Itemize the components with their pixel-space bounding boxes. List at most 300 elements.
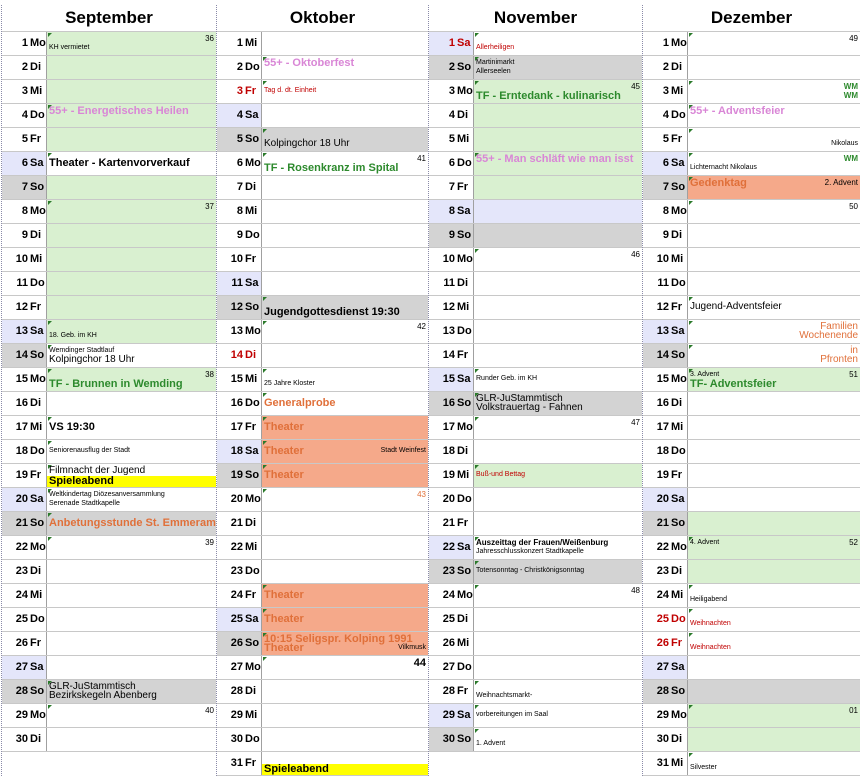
- day-number: 19: [442, 469, 455, 481]
- event-cell[interactable]: [46, 128, 216, 151]
- event-cell[interactable]: [46, 176, 216, 199]
- event-cell[interactable]: [473, 32, 642, 55]
- event-cell[interactable]: [46, 272, 216, 295]
- event-cell[interactable]: [261, 224, 428, 247]
- column-divider: [642, 5, 643, 776]
- event-cell[interactable]: [261, 704, 428, 727]
- day-row[interactable]: [217, 536, 428, 560]
- event-text: 10:15 Seligspr. Kolping 1991: [264, 633, 413, 645]
- day-row[interactable]: [429, 608, 642, 632]
- day-row[interactable]: [643, 680, 860, 704]
- day-row[interactable]: [2, 728, 216, 752]
- day-row[interactable]: [429, 680, 642, 704]
- day-row[interactable]: [643, 224, 860, 248]
- day-row[interactable]: [2, 368, 216, 392]
- event-cell[interactable]: [261, 728, 428, 751]
- event-cell[interactable]: [473, 368, 642, 391]
- day-number: 6: [236, 157, 243, 169]
- event-cell[interactable]: [687, 368, 860, 391]
- day-row[interactable]: [429, 584, 642, 608]
- event-cell[interactable]: [46, 56, 216, 79]
- day-row[interactable]: [217, 80, 428, 104]
- event-cell[interactable]: [46, 416, 216, 439]
- event-cell[interactable]: [473, 560, 642, 583]
- event-cell[interactable]: [473, 632, 642, 655]
- event-text: Auszeittag der Frauen/Weißenburg: [476, 538, 609, 547]
- day-row[interactable]: [643, 584, 860, 608]
- day-row[interactable]: [217, 200, 428, 224]
- day-row[interactable]: [643, 752, 860, 776]
- day-row[interactable]: [217, 224, 428, 248]
- event-cell[interactable]: [473, 680, 642, 703]
- day-row[interactable]: [2, 320, 216, 344]
- weekday: So: [671, 181, 686, 193]
- day-row[interactable]: [429, 272, 642, 296]
- day-row[interactable]: [217, 128, 428, 152]
- day-number: 25: [230, 613, 243, 625]
- day-row[interactable]: [217, 176, 428, 200]
- day-row[interactable]: [217, 272, 428, 296]
- day-row[interactable]: [429, 200, 642, 224]
- event-cell[interactable]: [687, 80, 860, 103]
- event-cell[interactable]: [261, 296, 428, 319]
- event-cell[interactable]: [261, 128, 428, 151]
- event-cell[interactable]: [46, 560, 216, 583]
- day-row[interactable]: [2, 416, 216, 440]
- weekday: Mo: [457, 421, 473, 433]
- event-cell[interactable]: [46, 704, 216, 727]
- day-row[interactable]: [643, 656, 860, 680]
- event-cell[interactable]: [46, 656, 216, 679]
- day-number: 16: [15, 397, 28, 409]
- event-cell[interactable]: [46, 392, 216, 415]
- event-cell[interactable]: [261, 200, 428, 223]
- day-row[interactable]: [429, 176, 642, 200]
- day-row[interactable]: [429, 488, 642, 512]
- day-row[interactable]: [2, 536, 216, 560]
- day-row[interactable]: [217, 584, 428, 608]
- event-cell[interactable]: [473, 536, 642, 559]
- event-text: WM: [843, 154, 858, 163]
- day-row[interactable]: [2, 296, 216, 320]
- event-text: Nikolaus: [831, 140, 858, 147]
- day-number: 1: [448, 37, 455, 49]
- event-cell[interactable]: [473, 488, 642, 511]
- day-row[interactable]: [429, 56, 642, 80]
- day-row[interactable]: [2, 584, 216, 608]
- day-row[interactable]: [217, 296, 428, 320]
- day-row[interactable]: [2, 632, 216, 656]
- day-row[interactable]: [429, 80, 642, 104]
- event-cell[interactable]: [687, 320, 860, 343]
- day-row[interactable]: [2, 176, 216, 200]
- day-row[interactable]: [643, 152, 860, 176]
- event-cell[interactable]: [473, 224, 642, 247]
- event-cell[interactable]: [473, 152, 642, 175]
- event-cell[interactable]: [261, 56, 428, 79]
- day-row[interactable]: [643, 488, 860, 512]
- day-row[interactable]: [643, 56, 860, 80]
- day-row[interactable]: [429, 224, 642, 248]
- event-cell[interactable]: [473, 200, 642, 223]
- event-cell[interactable]: [261, 272, 428, 295]
- day-row[interactable]: [429, 440, 642, 464]
- day-row[interactable]: [217, 104, 428, 128]
- day-row[interactable]: [217, 752, 428, 776]
- day-row[interactable]: [2, 272, 216, 296]
- event-text: Weihnachtsmarkt-: [476, 692, 533, 699]
- event-cell[interactable]: [261, 248, 428, 271]
- event-text: 55+ - Adventsfeier: [690, 105, 785, 117]
- day-row[interactable]: [217, 560, 428, 584]
- event-cell[interactable]: [261, 632, 428, 655]
- day-number: 23: [442, 565, 455, 577]
- weekday: Sa: [457, 37, 471, 49]
- day-row[interactable]: [643, 368, 860, 392]
- event-cell[interactable]: [46, 488, 216, 511]
- event-cell[interactable]: [687, 512, 860, 535]
- event-cell[interactable]: [687, 200, 860, 223]
- event-cell[interactable]: [473, 464, 642, 487]
- day-row[interactable]: [643, 632, 860, 656]
- day-row[interactable]: [643, 608, 860, 632]
- day-row[interactable]: [217, 368, 428, 392]
- day-row[interactable]: [643, 80, 860, 104]
- month-dezember: [643, 5, 860, 776]
- day-row[interactable]: [217, 56, 428, 80]
- day-row[interactable]: [217, 680, 428, 704]
- event-cell[interactable]: [261, 344, 428, 367]
- day-row[interactable]: [429, 704, 642, 728]
- day-number: 11: [657, 277, 669, 289]
- day-row[interactable]: [2, 440, 216, 464]
- event-cell[interactable]: [46, 728, 216, 751]
- day-row[interactable]: [2, 56, 216, 80]
- event-cell[interactable]: [687, 584, 860, 607]
- weekday: Sa: [30, 325, 44, 337]
- event-cell[interactable]: [687, 128, 860, 151]
- day-row[interactable]: [217, 392, 428, 416]
- day-row[interactable]: [2, 608, 216, 632]
- day-row[interactable]: [429, 32, 642, 56]
- day-row[interactable]: [643, 32, 860, 56]
- event-cell[interactable]: [687, 32, 860, 55]
- weekday: Mi: [671, 421, 684, 433]
- event-cell[interactable]: [46, 248, 216, 271]
- day-row[interactable]: [429, 296, 642, 320]
- day-number: 27: [15, 661, 28, 673]
- day-row[interactable]: [429, 728, 642, 752]
- event-cell[interactable]: [473, 656, 642, 679]
- day-row[interactable]: [643, 248, 860, 272]
- event-cell[interactable]: [46, 632, 216, 655]
- comment-marker-icon: [689, 321, 693, 325]
- event-cell[interactable]: [261, 584, 428, 607]
- week-number: 37: [205, 202, 214, 211]
- day-number: 2: [236, 61, 243, 73]
- day-row[interactable]: [2, 344, 216, 368]
- event-cell[interactable]: [687, 416, 860, 439]
- day-row[interactable]: [217, 656, 428, 680]
- day-row[interactable]: [429, 560, 642, 584]
- event-cell[interactable]: [687, 296, 860, 319]
- event-cell[interactable]: [473, 584, 642, 607]
- event-cell[interactable]: [46, 464, 216, 487]
- day-row[interactable]: [429, 152, 642, 176]
- day-row[interactable]: [217, 152, 428, 176]
- day-number: 30: [656, 733, 669, 745]
- event-cell[interactable]: [687, 440, 860, 463]
- event-cell[interactable]: [261, 320, 428, 343]
- day-row[interactable]: [2, 32, 216, 56]
- comment-marker-icon: [689, 609, 693, 613]
- event-cell[interactable]: [473, 80, 642, 103]
- day-row[interactable]: [429, 128, 642, 152]
- weekday: Mo: [457, 85, 473, 97]
- day-row[interactable]: [217, 320, 428, 344]
- weekday: Do: [457, 325, 472, 337]
- day-number: 15: [656, 373, 669, 385]
- day-row[interactable]: [429, 536, 642, 560]
- day-row[interactable]: [217, 632, 428, 656]
- event-cell[interactable]: [473, 704, 642, 727]
- day-row[interactable]: [429, 656, 642, 680]
- day-row[interactable]: [217, 704, 428, 728]
- event-cell[interactable]: [687, 392, 860, 415]
- event-text: Theater: [264, 589, 304, 601]
- event-cell[interactable]: [46, 368, 216, 391]
- day-number: 16: [656, 397, 669, 409]
- day-row[interactable]: [217, 728, 428, 752]
- day-row[interactable]: [2, 248, 216, 272]
- weekday: Fr: [245, 253, 256, 265]
- weekday: Mo: [245, 325, 261, 337]
- event-cell[interactable]: [687, 608, 860, 631]
- event-cell[interactable]: [261, 656, 428, 679]
- event-cell[interactable]: [261, 176, 428, 199]
- day-row[interactable]: [429, 416, 642, 440]
- event-cell[interactable]: [261, 680, 428, 703]
- event-cell[interactable]: [687, 752, 860, 775]
- event-cell[interactable]: [687, 632, 860, 655]
- day-number: 17: [230, 421, 243, 433]
- day-row[interactable]: [429, 320, 642, 344]
- day-number: 1: [21, 37, 28, 49]
- event-cell[interactable]: [46, 152, 216, 175]
- event-cell[interactable]: [46, 536, 216, 559]
- event-cell[interactable]: [261, 392, 428, 415]
- day-row[interactable]: [643, 392, 860, 416]
- day-row[interactable]: [217, 248, 428, 272]
- day-row[interactable]: [429, 104, 642, 128]
- event-cell[interactable]: [46, 344, 216, 367]
- event-cell[interactable]: [46, 80, 216, 103]
- weekday: Do: [245, 397, 260, 409]
- day-number: 20: [656, 493, 669, 505]
- event-cell[interactable]: [473, 728, 642, 751]
- event-cell[interactable]: [687, 272, 860, 295]
- event-cell[interactable]: [687, 56, 860, 79]
- event-cell[interactable]: [46, 32, 216, 55]
- day-row[interactable]: [2, 224, 216, 248]
- event-cell[interactable]: [687, 248, 860, 271]
- event-cell[interactable]: [46, 296, 216, 319]
- event-cell[interactable]: [473, 296, 642, 319]
- event-cell[interactable]: [261, 608, 428, 631]
- day-row[interactable]: [217, 608, 428, 632]
- day-number: 14: [230, 349, 243, 361]
- event-text: Runder Geb. im KH: [476, 375, 538, 382]
- day-row[interactable]: [643, 416, 860, 440]
- day-row[interactable]: [217, 344, 428, 368]
- event-cell[interactable]: [261, 536, 428, 559]
- event-cell[interactable]: [473, 128, 642, 151]
- day-row[interactable]: [2, 464, 216, 488]
- event-text: Pfronten: [820, 354, 858, 365]
- weekday: Fr: [30, 301, 41, 313]
- day-row[interactable]: [429, 344, 642, 368]
- event-cell[interactable]: [261, 752, 428, 775]
- event-cell[interactable]: [261, 80, 428, 103]
- event-cell[interactable]: [473, 416, 642, 439]
- event-cell[interactable]: [687, 536, 860, 559]
- event-cell[interactable]: [687, 176, 860, 199]
- event-cell[interactable]: [261, 152, 428, 175]
- event-cell[interactable]: [687, 224, 860, 247]
- event-cell[interactable]: [473, 608, 642, 631]
- day-row[interactable]: [429, 392, 642, 416]
- event-text: Silvester: [690, 764, 717, 771]
- day-row[interactable]: [429, 248, 642, 272]
- day-row[interactable]: [2, 128, 216, 152]
- day-row[interactable]: [643, 536, 860, 560]
- day-row[interactable]: [217, 464, 428, 488]
- event-cell[interactable]: [473, 56, 642, 79]
- event-cell[interactable]: [46, 680, 216, 703]
- day-row[interactable]: [2, 512, 216, 536]
- day-row[interactable]: [2, 200, 216, 224]
- day-row[interactable]: [643, 464, 860, 488]
- event-cell[interactable]: [687, 728, 860, 751]
- event-cell[interactable]: [261, 464, 428, 487]
- day-row[interactable]: [643, 176, 860, 200]
- day-number: 19: [230, 469, 243, 481]
- event-cell[interactable]: [46, 200, 216, 223]
- day-row[interactable]: [429, 632, 642, 656]
- comment-marker-icon: [689, 633, 693, 637]
- event-cell[interactable]: [261, 416, 428, 439]
- event-cell[interactable]: [46, 224, 216, 247]
- event-cell[interactable]: [46, 320, 216, 343]
- day-row[interactable]: [217, 416, 428, 440]
- day-row[interactable]: [643, 440, 860, 464]
- event-cell[interactable]: [261, 368, 428, 391]
- event-cell[interactable]: [687, 104, 860, 127]
- day-row[interactable]: [2, 656, 216, 680]
- event-cell[interactable]: [473, 392, 642, 415]
- event-text: Kolpingchor 18 Uhr: [49, 354, 135, 365]
- event-cell[interactable]: [46, 584, 216, 607]
- day-row[interactable]: [2, 680, 216, 704]
- event-cell[interactable]: [46, 608, 216, 631]
- day-number: 20: [15, 493, 28, 505]
- day-row[interactable]: [217, 512, 428, 536]
- comment-marker-icon: [689, 585, 693, 589]
- day-row[interactable]: [643, 512, 860, 536]
- event-cell[interactable]: [261, 32, 428, 55]
- day-number: 9: [21, 229, 28, 241]
- day-row[interactable]: [429, 464, 642, 488]
- day-row[interactable]: [2, 560, 216, 584]
- event-cell[interactable]: [46, 512, 216, 535]
- day-row[interactable]: [643, 320, 860, 344]
- day-row[interactable]: [643, 296, 860, 320]
- event-cell[interactable]: [687, 344, 860, 367]
- event-cell[interactable]: [261, 104, 428, 127]
- event-cell[interactable]: [473, 440, 642, 463]
- day-row[interactable]: [2, 80, 216, 104]
- event-cell[interactable]: [473, 320, 642, 343]
- event-cell[interactable]: [687, 680, 860, 703]
- day-row[interactable]: [2, 488, 216, 512]
- day-row[interactable]: [2, 704, 216, 728]
- event-cell[interactable]: [261, 488, 428, 511]
- event-cell[interactable]: [261, 512, 428, 535]
- day-row[interactable]: [643, 560, 860, 584]
- day-row[interactable]: [2, 152, 216, 176]
- day-row[interactable]: [2, 392, 216, 416]
- event-cell[interactable]: [46, 104, 216, 127]
- weekday: Do: [30, 109, 45, 121]
- event-cell[interactable]: [473, 272, 642, 295]
- day-row[interactable]: [643, 272, 860, 296]
- event-cell[interactable]: [473, 248, 642, 271]
- event-cell[interactable]: [687, 704, 860, 727]
- day-row[interactable]: [643, 200, 860, 224]
- event-cell[interactable]: [473, 512, 642, 535]
- event-cell[interactable]: [687, 488, 860, 511]
- day-row[interactable]: [2, 104, 216, 128]
- day-row[interactable]: [643, 344, 860, 368]
- day-number: 20: [230, 493, 243, 505]
- day-row[interactable]: [643, 728, 860, 752]
- event-cell[interactable]: [46, 440, 216, 463]
- comment-marker-icon: [263, 129, 267, 133]
- day-row[interactable]: [217, 32, 428, 56]
- day-number: 3: [662, 85, 669, 97]
- day-row[interactable]: [643, 104, 860, 128]
- weekday: Mo: [671, 541, 687, 553]
- event-cell[interactable]: [687, 464, 860, 487]
- day-number: 11: [16, 277, 28, 289]
- day-row[interactable]: [429, 512, 642, 536]
- day-row[interactable]: [643, 128, 860, 152]
- day-number: 9: [662, 229, 669, 241]
- event-cell[interactable]: [687, 656, 860, 679]
- day-row[interactable]: [217, 440, 428, 464]
- event-cell[interactable]: [687, 560, 860, 583]
- event-cell[interactable]: [687, 152, 860, 175]
- event-cell[interactable]: [261, 440, 428, 463]
- day-row[interactable]: [429, 368, 642, 392]
- event-cell[interactable]: [473, 344, 642, 367]
- day-row[interactable]: [643, 704, 860, 728]
- day-row[interactable]: [217, 488, 428, 512]
- weekday: Mo: [245, 661, 261, 673]
- event-cell[interactable]: [473, 104, 642, 127]
- event-cell[interactable]: [261, 560, 428, 583]
- event-cell[interactable]: [473, 176, 642, 199]
